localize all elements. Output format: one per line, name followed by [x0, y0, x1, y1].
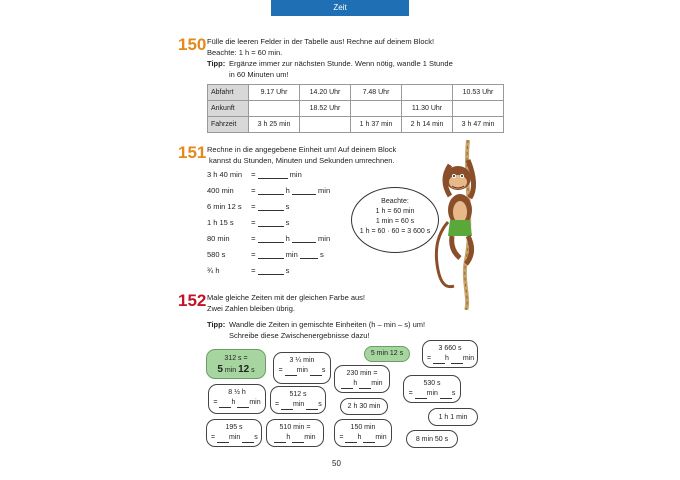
table-cell: 3 h 25 min — [249, 117, 300, 133]
ex151-instruction-1: Rechne in die angegebene Einheit um! Auf deinem Block — [207, 145, 397, 154]
time-card[interactable]: 5 min 12 s — [364, 346, 410, 362]
time-card[interactable]: 530 s = min s — [403, 375, 461, 403]
time-card[interactable]: 150 min = h min — [334, 419, 392, 447]
time-card[interactable]: 8 min 50 s — [406, 430, 458, 448]
time-card[interactable]: 1 h 1 min — [428, 408, 478, 426]
table-cell: 7.48 Uhr — [351, 85, 402, 101]
answer-blank[interactable] — [258, 202, 284, 211]
ex150-instruction-2: Beachte: 1 h = 60 min. — [207, 48, 283, 57]
answer-blank[interactable] — [258, 266, 284, 275]
time-card[interactable]: 3 ¼ min = min s — [273, 352, 331, 384]
table-cell: 10.53 Uhr — [453, 85, 504, 101]
conversion-row: 1 h 15 s = s — [207, 218, 290, 227]
ex150-tipp-label: Tipp: — [207, 59, 226, 68]
answer-blank[interactable] — [258, 170, 288, 179]
hint-bubble: Beachte: 1 h = 60 min 1 min = 60 s 1 h = 60 · 60 = 3 600 s — [351, 187, 439, 253]
ex152-tipp-2: Schreibe diese Zwischenergebnisse dazu! — [229, 331, 370, 340]
time-card[interactable]: 512 s = min s — [270, 386, 326, 414]
time-card[interactable]: 510 min = h min — [266, 419, 324, 447]
conversion-row: 400 min = h min — [207, 186, 331, 195]
ex152-instruction-2: Zwei Zahlen bleiben übrig. — [207, 304, 295, 313]
table-cell: 14.20 Uhr — [300, 85, 351, 101]
time-card[interactable]: 3 660 s = h min — [422, 340, 478, 368]
row-label: Ankunft — [208, 101, 249, 117]
table-cell — [402, 85, 453, 101]
ex152-instruction-1: Male gleiche Zeiten mit der gleichen Farbe aus! — [207, 293, 365, 302]
ex150-tipp-1: Ergänze immer zur nächsten Stunde. Wenn nötig, wandle 1 Stunde — [229, 59, 453, 68]
table-cell — [351, 101, 402, 117]
table-cell — [453, 101, 504, 117]
time-card[interactable]: 2 h 30 min — [340, 398, 388, 415]
table-cell — [300, 117, 351, 133]
ex152-tipp-1: Wandle die Zeiten in gemischte Einheiten (h – min – s) um! — [229, 320, 426, 329]
ex151-instruction-2: kannst du Stunden, Minuten und Sekunden umrechnen. — [209, 156, 395, 165]
conversion-row: 6 min 12 s = s — [207, 202, 290, 211]
answer-blank[interactable] — [258, 234, 284, 243]
answer-blank[interactable] — [258, 186, 284, 195]
table-cell: 1 h 37 min — [351, 117, 402, 133]
exercise-number-151: 151 — [178, 143, 207, 162]
time-card-example[interactable]: 312 s = 5 min 12 s — [206, 349, 266, 379]
answer-blank[interactable] — [292, 186, 316, 195]
timetable — [207, 84, 504, 133]
exercise-number-152: 152 — [178, 291, 207, 310]
time-card[interactable]: 8 ½ h = h min — [208, 384, 266, 414]
answer-blank[interactable] — [258, 218, 284, 227]
table-cell: 11.30 Uhr — [402, 101, 453, 117]
answer-blank[interactable] — [258, 250, 284, 259]
time-card[interactable]: 195 s = min s — [206, 419, 262, 447]
answer-blank[interactable] — [300, 250, 318, 259]
row-label: Fahrzeit — [208, 117, 249, 133]
answer-blank[interactable] — [292, 234, 316, 243]
time-card[interactable]: 230 min = h min — [334, 365, 390, 393]
table-cell — [249, 101, 300, 117]
conversion-row: 80 min = h min — [207, 234, 331, 243]
exercise-number-150: 150 — [178, 35, 207, 54]
ex150-tipp-2: in 60 Minuten um! — [229, 70, 289, 79]
conversion-row: 580 s = min s — [207, 250, 324, 259]
table-cell: 3 h 47 min — [453, 117, 504, 133]
table-cell: 18.52 Uhr — [300, 101, 351, 117]
table-row — [208, 117, 504, 133]
conversion-row: 3 h 40 min = min — [207, 170, 302, 179]
table-cell: 9.17 Uhr — [249, 85, 300, 101]
table-row — [208, 101, 504, 117]
section-header: Zeit — [271, 0, 409, 16]
ex150-instruction-1: Fülle die leeren Felder in der Tabelle aus! Rechne auf deinem Block! — [207, 37, 435, 46]
table-row — [208, 85, 504, 101]
monkey-on-rope-illustration — [430, 140, 500, 310]
row-label: Abfahrt — [208, 85, 249, 101]
page-number: 50 — [332, 459, 341, 468]
conversion-row: ¾ h = s — [207, 266, 290, 275]
table-cell: 2 h 14 min — [402, 117, 453, 133]
ex152-tipp-label: Tipp: — [207, 320, 226, 329]
